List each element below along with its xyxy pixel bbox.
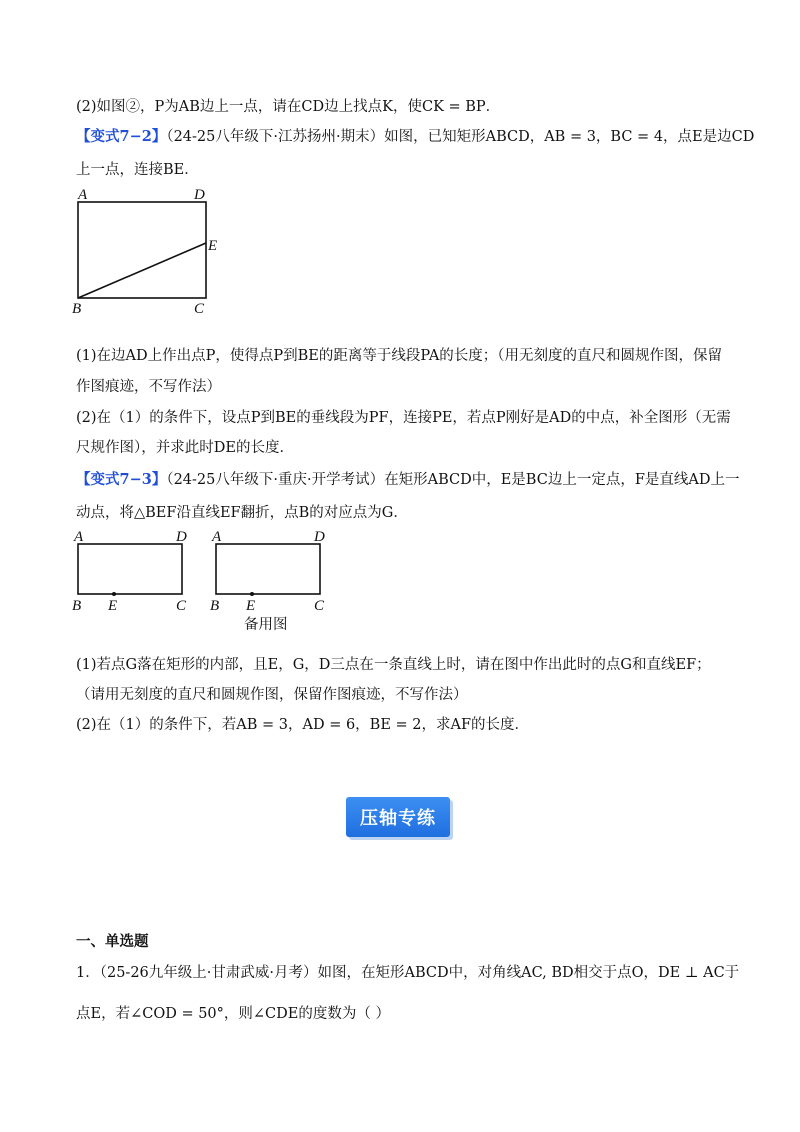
fig2-label-e: E <box>108 598 118 614</box>
fig2-label-a: A <box>74 529 84 545</box>
variant-tag-7-2: 【变式7−2】 <box>76 128 167 145</box>
spare-figure-caption: 备用图 <box>244 617 288 633</box>
section-title: 一、单选题 <box>76 934 149 950</box>
text-line-14: 点E，若∠COD = 50°，则∠CDE的度数为（ ） <box>76 1006 390 1022</box>
text-line-13: 1．（25-26九年级上·甘肃武威·月考）如图，在矩形ABCD中，对角线AC, BD相交于点O，DE ⊥ AC于 <box>76 965 740 981</box>
fig3-label-d: D <box>314 529 325 545</box>
figure-rectangle-abcd-be <box>60 180 230 320</box>
variant-tag-7-3: 【变式7−3】 <box>76 471 167 488</box>
text-line-1: (2)如图②，P为AB边上一点，请在CD边上找点K，使CK = BP． <box>76 99 501 115</box>
figure-rectangle-abcd-e-2 <box>204 528 344 614</box>
fig2-label-d: D <box>176 529 187 545</box>
text-line-3: 上一点，连接BE． <box>76 162 199 178</box>
text-line-2 <box>76 127 754 147</box>
text-line-2-rest: （24-25八年级下·江苏扬州·期末）如图，已知矩形ABCD，AB = 3，BC = 4，点E是边CD <box>166 129 755 145</box>
fig3-label-a: A <box>212 529 222 545</box>
text-line-9: 动点，将△BEF沿直线EF翻折，点B的对应点为G． <box>76 505 408 521</box>
text-line-11: （请用无刻度的直尺和圆规作图，保留作图痕迹，不写作法） <box>76 687 468 703</box>
fig1-label-b: B <box>72 301 82 317</box>
text-line-12: (2)在（1）的条件下，若AB = 3，AD = 6，BE = 2，求AF的长度． <box>76 717 530 733</box>
text-line-4: (1)在边AD上作出点P，使得点P到BE的距离等于线段PA的长度；（用无刻度的直尺和圆规作图，保留 <box>76 348 723 364</box>
fig1-label-d: D <box>194 187 205 203</box>
text-line-10: (1)若点G落在矩形的内部，且E，G，D三点在一条直线上时，请在图中作出此时的点G和直线EF； <box>76 657 711 673</box>
text-line-8 <box>76 470 739 490</box>
fig3-label-b: B <box>210 598 220 614</box>
section-banner: 压轴专练 <box>346 797 450 837</box>
fig3-label-c: C <box>314 598 325 614</box>
figure-rectangle-abcd-e-1 <box>66 528 206 614</box>
fig2-label-c: C <box>176 598 187 614</box>
text-line-7: 尺规作图），并求此时DE的长度． <box>76 440 294 456</box>
text-line-8-rest: （24-25八年级下·重庆·开学考试）在矩形ABCD中，E是BC边上一定点，F是直线AD上一 <box>166 472 740 488</box>
fig3-label-e: E <box>246 598 256 614</box>
text-line-5: 作图痕迹，不写作法） <box>76 379 221 395</box>
fig1-label-a: A <box>78 187 88 203</box>
fig2-label-b: B <box>72 598 82 614</box>
fig1-label-c: C <box>194 301 205 317</box>
fig1-label-e: E <box>208 238 218 254</box>
text-line-6: (2)在（1）的条件下，设点P到BE的垂线段为PF，连接PE，若点P刚好是AD的中点，补全图形（无需 <box>76 410 731 426</box>
